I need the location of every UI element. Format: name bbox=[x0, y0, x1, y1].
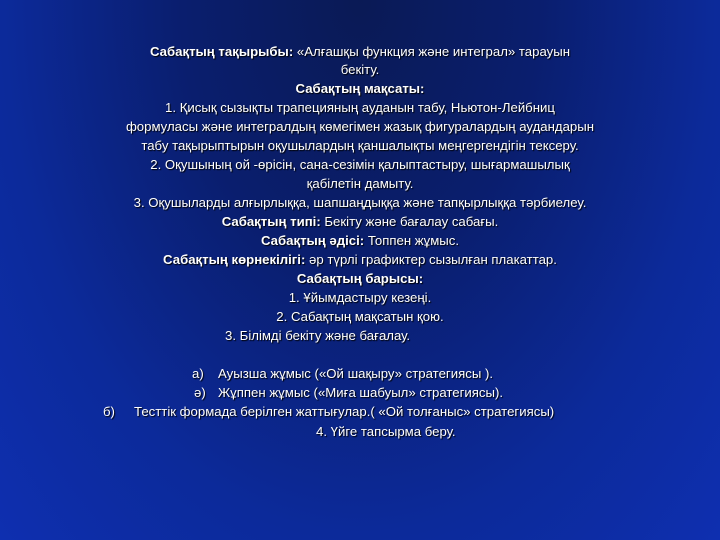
task-ae-marker: ә) bbox=[194, 385, 206, 400]
topic-text: «Алғашқы функция және интеграл» тарауын bbox=[293, 44, 571, 59]
lesson-type-text: Бекіту және бағалау сабағы. bbox=[320, 214, 499, 229]
lesson-visual-text: әр түрлі графиктер сызылған плакаттар. bbox=[305, 252, 557, 267]
task-a-marker: а) bbox=[192, 366, 204, 381]
task-b-marker: б) bbox=[103, 404, 115, 419]
lesson-method-label: Сабақтың әдісі: bbox=[260, 233, 365, 248]
task-b-text: Тесттік формада берілген жаттығулар.( «Ой толғаныс» стратегиясы) bbox=[134, 404, 555, 419]
goal-2-line-a: 2. Оқушының ой -өрісін, сана-сезімін қалыптастыру, шығармашылық bbox=[150, 157, 570, 172]
progress-step-2: 2. Сабақтың мақсатын қою. bbox=[276, 309, 444, 324]
goal-2-line-b: қабілетін дамыту. bbox=[306, 176, 414, 191]
lesson-type-label: Сабақтың типі: bbox=[221, 214, 321, 229]
goal-3: 3. Оқушыларды алғырлыққа, шапшаңдыққа және тапқырлыққа тәрбиелеу. bbox=[133, 195, 587, 210]
topic-label: Сабақтың тақырыбы: bbox=[149, 44, 294, 59]
goal-1-line-b: формуласы және интегралдың көмегімен жазық фигуралардың аудандарын bbox=[125, 119, 595, 134]
goal-1-line-a: 1. Қисық сызықты трапецияның ауданын табу, Ньютон-Лейбниц bbox=[165, 100, 555, 115]
progress-step-1: 1. Ұйымдастыру кезеңі. bbox=[288, 290, 432, 305]
goal-1-line-c: табу тақырыптырын оқушылардың қаншалықты меңгергендігін тексеру. bbox=[141, 138, 579, 153]
task-ae-text: Жұппен жұмыс («Миға шабуыл» стратегиясы). bbox=[218, 385, 504, 400]
progress-heading: Сабақтың барысы: bbox=[296, 271, 424, 286]
progress-step-3: 3. Білімді бекіту және бағалау. bbox=[225, 328, 411, 343]
task-a-text: Ауызша жұмыс («Ой шақыру» стратегиясы ). bbox=[218, 366, 494, 381]
lesson-visual-label: Сабақтың көрнекілігі: bbox=[163, 252, 306, 267]
lesson-visual-aids bbox=[0, 251, 720, 269]
topic-continuation: бекіту. bbox=[340, 62, 380, 77]
lesson-type bbox=[0, 213, 720, 231]
topic-line bbox=[0, 43, 720, 61]
goals-heading: Сабақтың мақсаты: bbox=[295, 81, 425, 96]
lesson-method bbox=[0, 232, 720, 250]
progress-step-4: 4. Үйге тапсырма беру. bbox=[316, 424, 456, 439]
lesson-method-text: Топпен жұмыс. bbox=[364, 233, 460, 248]
